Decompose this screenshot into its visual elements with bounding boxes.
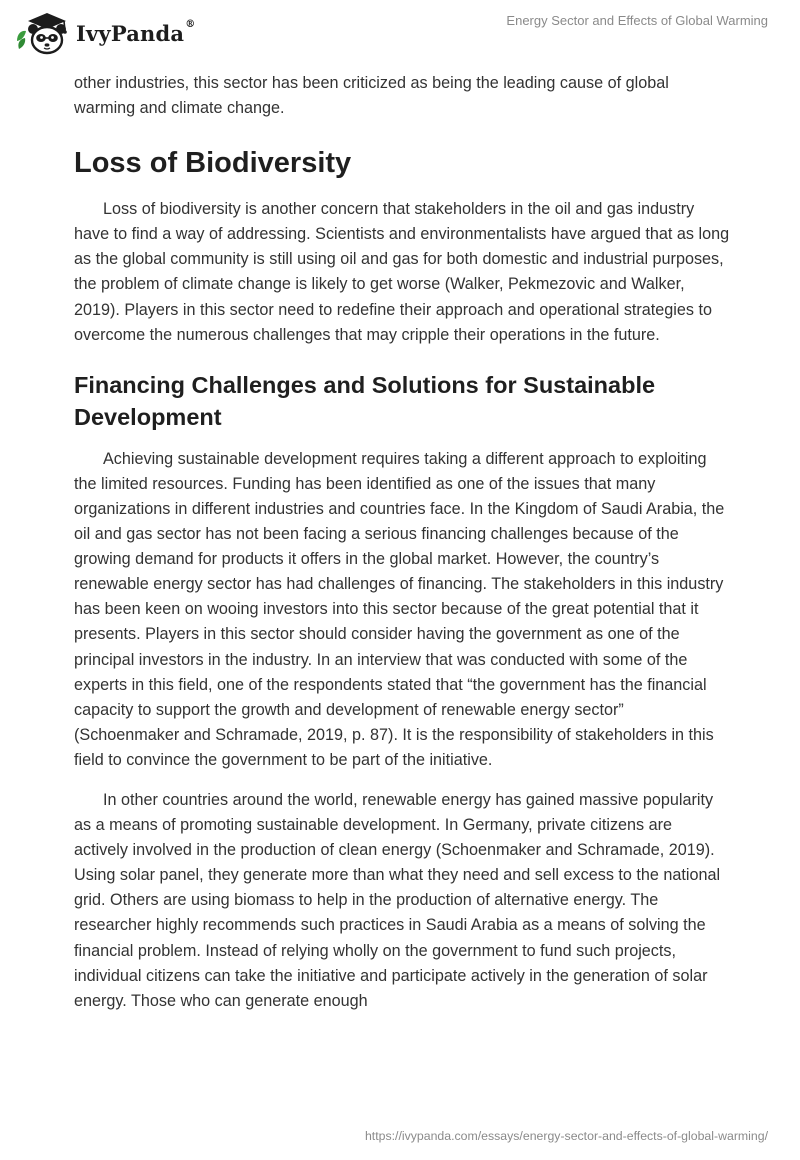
paragraph-biodiversity: Loss of biodiversity is another concern that stakeholders in the oil and gas industry have to find a way of addressing. Scientists and environmentalists have argued that as long as the global community is still using oil and gas for both domestic and industrial purposes, the problem of climate change is likely to get worse (Walker, Pekmezovic and Walker, 2019). Players in this sector need to redefine their approach and operational strategies to overcome the numerous challenges that may cripple their operations in the future. bbox=[74, 200, 730, 344]
panda-logo-icon bbox=[14, 9, 72, 57]
paragraph-financing-1: Achieving sustainable development requires taking a different approach to exploiting the limited resources. Funding has been identified as one of the issues that many organizations in different industries and countries face. In the Kingdom of Saudi Arabia, the oil and gas sector has not been facing a serious financing challenges because of the growing demand for products it offers in the global market. However, the country’s renewable energy sector has had challenges of financing. The stakeholders in this industry has been keen on wooing investors into this sector because of the great potential that it presents. Players in this sector should consider having the government as one of the principal investors in the industry. In an interview that was conducted with some of the experts in this field, one of the respondents stated that “the government has the financial capacity to support the growth and development of renewable energy sector” (Schoenmaker and Schramade, 2019, p. 87). It is the responsibility of stakeholders in this field to convince the government to be part of the initiative. bbox=[74, 449, 725, 769]
source-url[interactable]: https://ivypanda.com/essays/energy-sector-and-effects-of-global-warming/ bbox=[364, 1129, 768, 1143]
section-heading-loss-of-biodiversity: Loss of Biodiversity bbox=[74, 147, 352, 180]
intro-paragraph: other industries, this sector has been criticized as being the leading cause of global warming and climate change. bbox=[74, 74, 669, 118]
page-header bbox=[0, 0, 800, 70]
essay-content bbox=[74, 70, 730, 1014]
ivypanda-logo[interactable] bbox=[14, 8, 195, 58]
section-heading-financing-challenges: Financing Challenges and Solutions for Sustainable Development bbox=[74, 371, 656, 430]
document-title: Energy Sector and Effects of Global Warming bbox=[506, 13, 768, 28]
paragraph-financing-2: In other countries around the world, renewable energy has gained massive popularity as a means of promoting sustainable development. In Germany, private citizens are actively involved in the production of clean energy (Schoenmaker and Schramade, 2019). Using solar panel, they generate more than what they need and sell excess to the national grid. Others are using biomass to help in the production of alternative energy. The researcher highly recommends such practices in Saudi Arabia as a means of solving the financial problem. Instead of relying wholly on the government to fund such projects, individual citizens can take the initiative and participate actively in the generation of solar energy. Those who can generate enough bbox=[74, 790, 721, 1010]
logo-wordmark: IvyPanda® bbox=[76, 18, 196, 46]
